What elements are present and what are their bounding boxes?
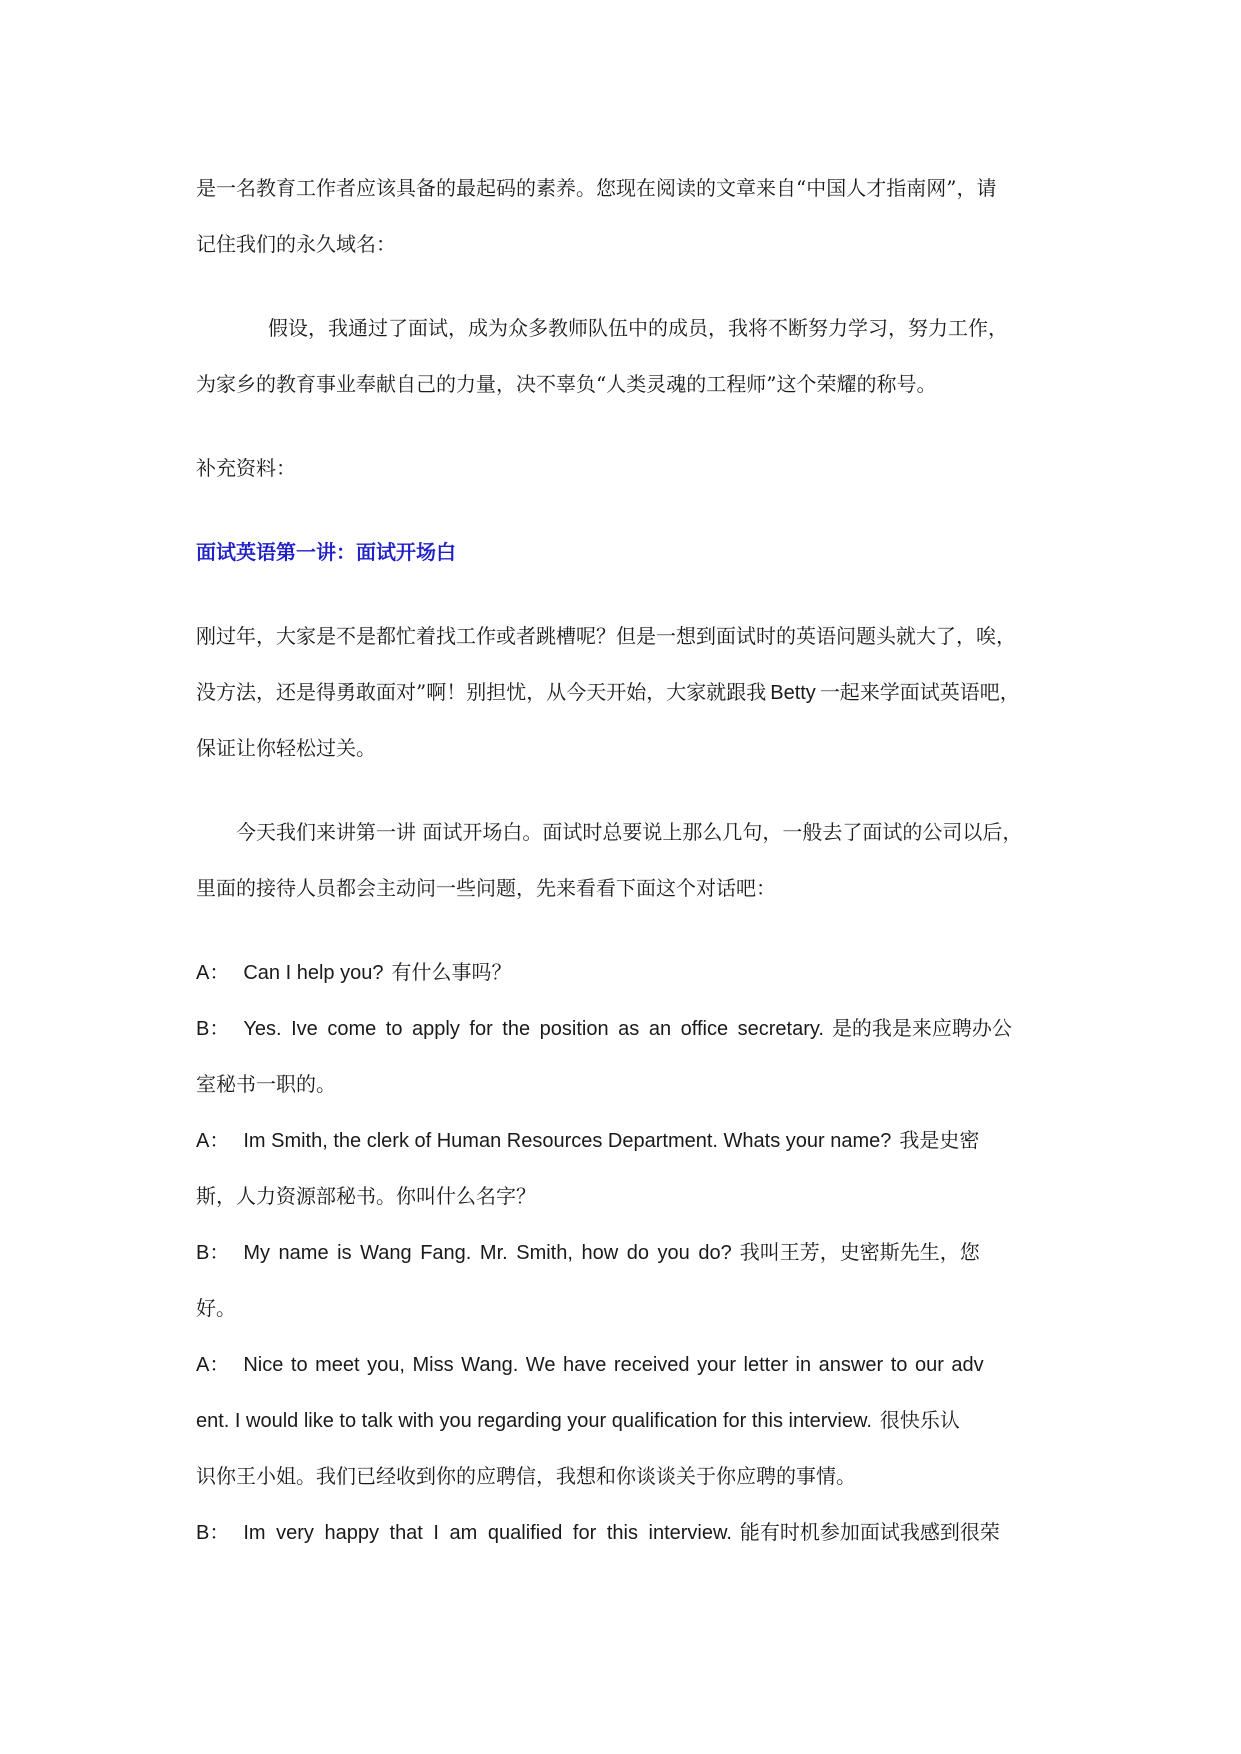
dialogue-zh: 能有时机参加面试我感到很荣 — [739, 1520, 1000, 1544]
dialogue-line: 室秘书一职的。 — [196, 1072, 336, 1096]
dialogue-line — [196, 958, 1056, 987]
dialogue-en: Im very happy that I am qualified for this interview. — [243, 1522, 732, 1544]
paragraph-line: 为家乡的教育事业奉献自己的力量，决不辜负“人类灵魂的工程师”这个荣耀的称号。 — [196, 372, 937, 396]
dialogue-line: 斯，人力资源部秘书。你叫什么名字？ — [196, 1184, 536, 1208]
dialogue-zh: 有什么事吗？ — [391, 960, 512, 984]
dialogue-line — [196, 1238, 1056, 1267]
speaker-label: B： — [196, 1522, 230, 1544]
dialogue-line — [196, 1126, 1056, 1155]
paragraph-line: 记住我们的永久域名： — [196, 232, 396, 256]
text-span: 一起来学面试英语吧， — [819, 680, 1020, 704]
dialogue-en: My name is Wang Fang. Mr. Smith, how do you do? — [243, 1242, 732, 1264]
dialogue-line: 识你王小姐。我们已经收到你的应聘信，我想和你谈谈关于你应聘的事情。 — [196, 1464, 856, 1488]
paragraph-line: 刚过年，大家是不是都忙着找工作或者跳槽呢？但是一想到面试时的英语问题头就大了，唉， — [196, 624, 1016, 648]
dialogue-en: Can I help you? — [243, 962, 384, 984]
dialogue-en: Yes. Ive come to apply for the position as an office secretary. — [243, 1018, 824, 1040]
speaker-label: B： — [196, 1018, 230, 1040]
speaker-label: B： — [196, 1242, 230, 1264]
speaker-label: A： — [196, 962, 230, 984]
dialogue-zh: 是的我是来应聘办公 — [831, 1016, 1012, 1040]
speaker-label: A： — [196, 1130, 230, 1152]
paragraph-line: 今天我们来讲第一讲 面试开场白。面试时总要说上那么几句，一般去了面试的公司以后， — [236, 820, 1023, 844]
dialogue-en: Nice to meet you, Miss Wang. We have received your letter in answer to our adv — [243, 1354, 984, 1376]
dialogue-zh: 我叫王芳，史密斯先生，您 — [739, 1240, 980, 1264]
text-span: 没方法，还是得勇敢面对”啊！别担忧，从今天开始，大家就跟我 — [196, 680, 767, 704]
section-heading: 面试英语第一讲：面试开场白 — [196, 540, 456, 564]
speaker-label: A： — [196, 1354, 230, 1376]
paragraph-line: 里面的接待人员都会主动问一些问题，先来看看下面这个对话吧： — [196, 876, 776, 900]
dialogue-zh: 我是史密 — [899, 1128, 980, 1152]
dialogue-zh: 很快乐认 — [879, 1408, 960, 1432]
paragraph-line: 假设，我通过了面试，成为众多教师队伍中的成员，我将不断努力学习，努力工作， — [268, 316, 1008, 340]
dialogue-line — [196, 1406, 1056, 1435]
dialogue-line — [196, 1014, 1056, 1043]
paragraph-line: 是一名教育工作者应该具备的最起码的素养。您现在阅读的文章来自“中国人才指南网”，请 — [196, 176, 997, 200]
paragraph-line: 保证让你轻松过关。 — [196, 736, 376, 760]
dialogue-en: Im Smith, the clerk of Human Resources Department. Whats your name? — [243, 1130, 892, 1152]
dialogue-line — [196, 1518, 1056, 1547]
dialogue-en: ent. I would like to talk with you regarding your qualification for this interview. — [196, 1410, 872, 1432]
section-label: 补充资料： — [196, 456, 296, 480]
text-span-en: Betty — [770, 682, 816, 704]
paragraph-line — [196, 678, 1056, 707]
dialogue-line: 好。 — [196, 1296, 236, 1320]
dialogue-line — [196, 1350, 1056, 1379]
